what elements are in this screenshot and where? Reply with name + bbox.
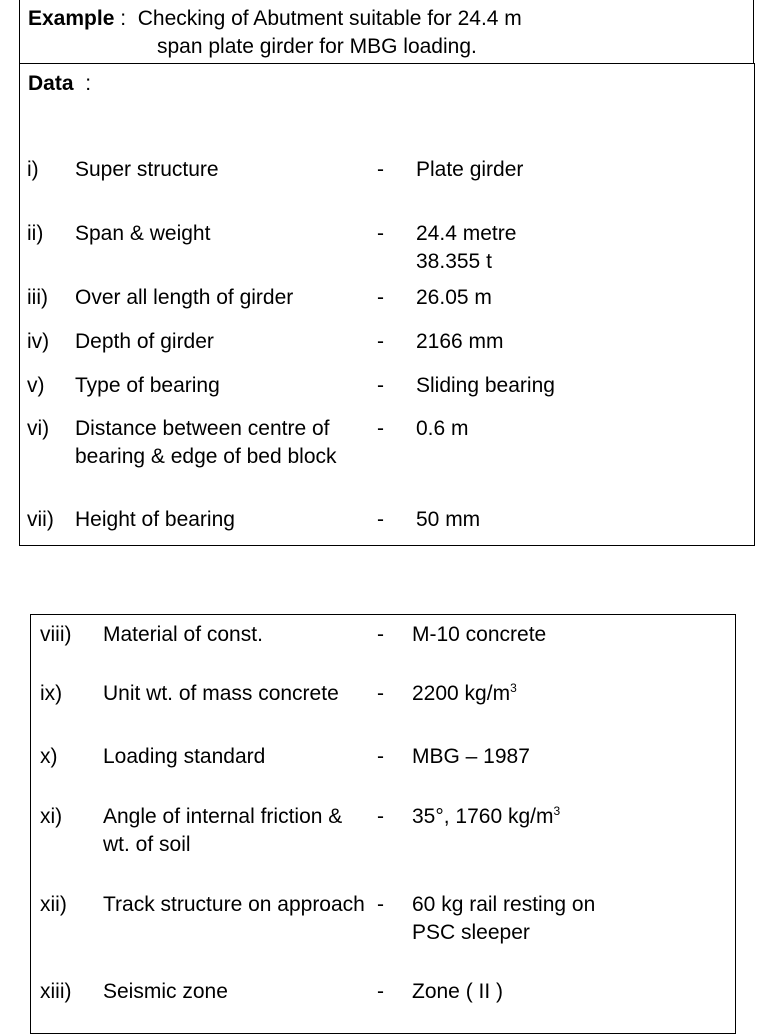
data-colon: : [73,72,92,95]
row-value [412,621,727,649]
heading-colon: : [114,7,138,30]
row-value-text: Zone ( II ) [412,980,504,1003]
row-dash: - [377,893,384,916]
row-number: v) [27,374,45,397]
row-label: Height of bearing [75,508,235,531]
row-label: Track structure on approach [103,893,365,916]
row-label: Material of const. [103,623,263,646]
row-number: xii) [40,893,67,916]
row-number: vii) [27,508,54,531]
row-label: Angle of internal friction & wt. of soil [103,805,343,856]
heading-line-1 [28,7,522,31]
heading-title-line-1: Checking of Abutment suitable for 24.4 m [137,7,522,30]
row-number: x) [40,745,58,768]
row-dash: - [377,623,384,646]
row-value [412,803,727,831]
row-dash: - [377,330,384,353]
row-dash: - [377,508,384,531]
row-value [412,743,727,771]
row-dash: - [377,980,384,1003]
data-label-text: Data [28,72,74,95]
row-value-text: 2200 kg/m [412,682,511,705]
row-number: i) [27,158,39,181]
row-value-text: MBG – 1987 [412,745,530,768]
superscript: 3 [510,681,517,695]
row-value-text: 35°, 1760 kg/m [412,805,554,828]
row-label: Seismic zone [103,980,228,1003]
row-dash: - [377,682,384,705]
row-number: xi) [40,805,63,828]
row-value: 50 mm [416,508,481,531]
data-box-part-2 [30,614,736,1034]
row-value [412,978,727,1006]
row-label: Span & weight [75,222,211,245]
row-value [416,220,746,276]
row-value-text: M-10 concrete [412,623,547,646]
row-value [412,891,642,947]
row-value: Plate girder [416,158,524,181]
superscript: 3 [553,804,561,818]
row-label: Over all length of girder [75,286,294,309]
row-number: xiii) [40,980,72,1003]
row-value-text: 60 kg rail resting on PSC sleeper [412,893,596,944]
row-label: Super structure [75,158,219,181]
row-number: vi) [27,417,50,440]
data-box-part-1 [19,63,755,546]
row-label: Loading standard [103,745,266,768]
example-prefix: Example [28,7,115,30]
row-value: 0.6 m [416,417,469,440]
row-number: ii) [27,222,44,245]
heading-title-line-2: span plate girder for MBG loading. [157,35,477,58]
row-label: Depth of girder [75,330,214,353]
row-dash: - [377,745,384,768]
row-label: Distance between centre of bearing & edge of bed block [75,417,337,468]
row-value: 26.05 m [416,286,492,309]
row-number: iv) [27,330,50,353]
row-dash: - [377,805,384,828]
row-number: viii) [40,623,72,646]
row-value: 2166 mm [416,330,504,353]
row-dash: - [377,222,384,245]
row-value-line-1: 24.4 metre [416,222,517,245]
row-number: iii) [27,286,48,309]
row-value: Sliding bearing [416,374,555,397]
row-value-line-2: 38.355 t [416,250,492,273]
data-label [28,72,91,96]
row-dash: - [377,374,384,397]
row-number: ix) [40,682,63,705]
example-heading [19,0,754,64]
row-label: Unit wt. of mass concrete [103,682,339,705]
row-dash: - [377,286,384,309]
row-dash: - [377,417,384,440]
row-label: Type of bearing [75,374,220,397]
row-dash: - [377,158,384,181]
row-value [412,680,727,708]
